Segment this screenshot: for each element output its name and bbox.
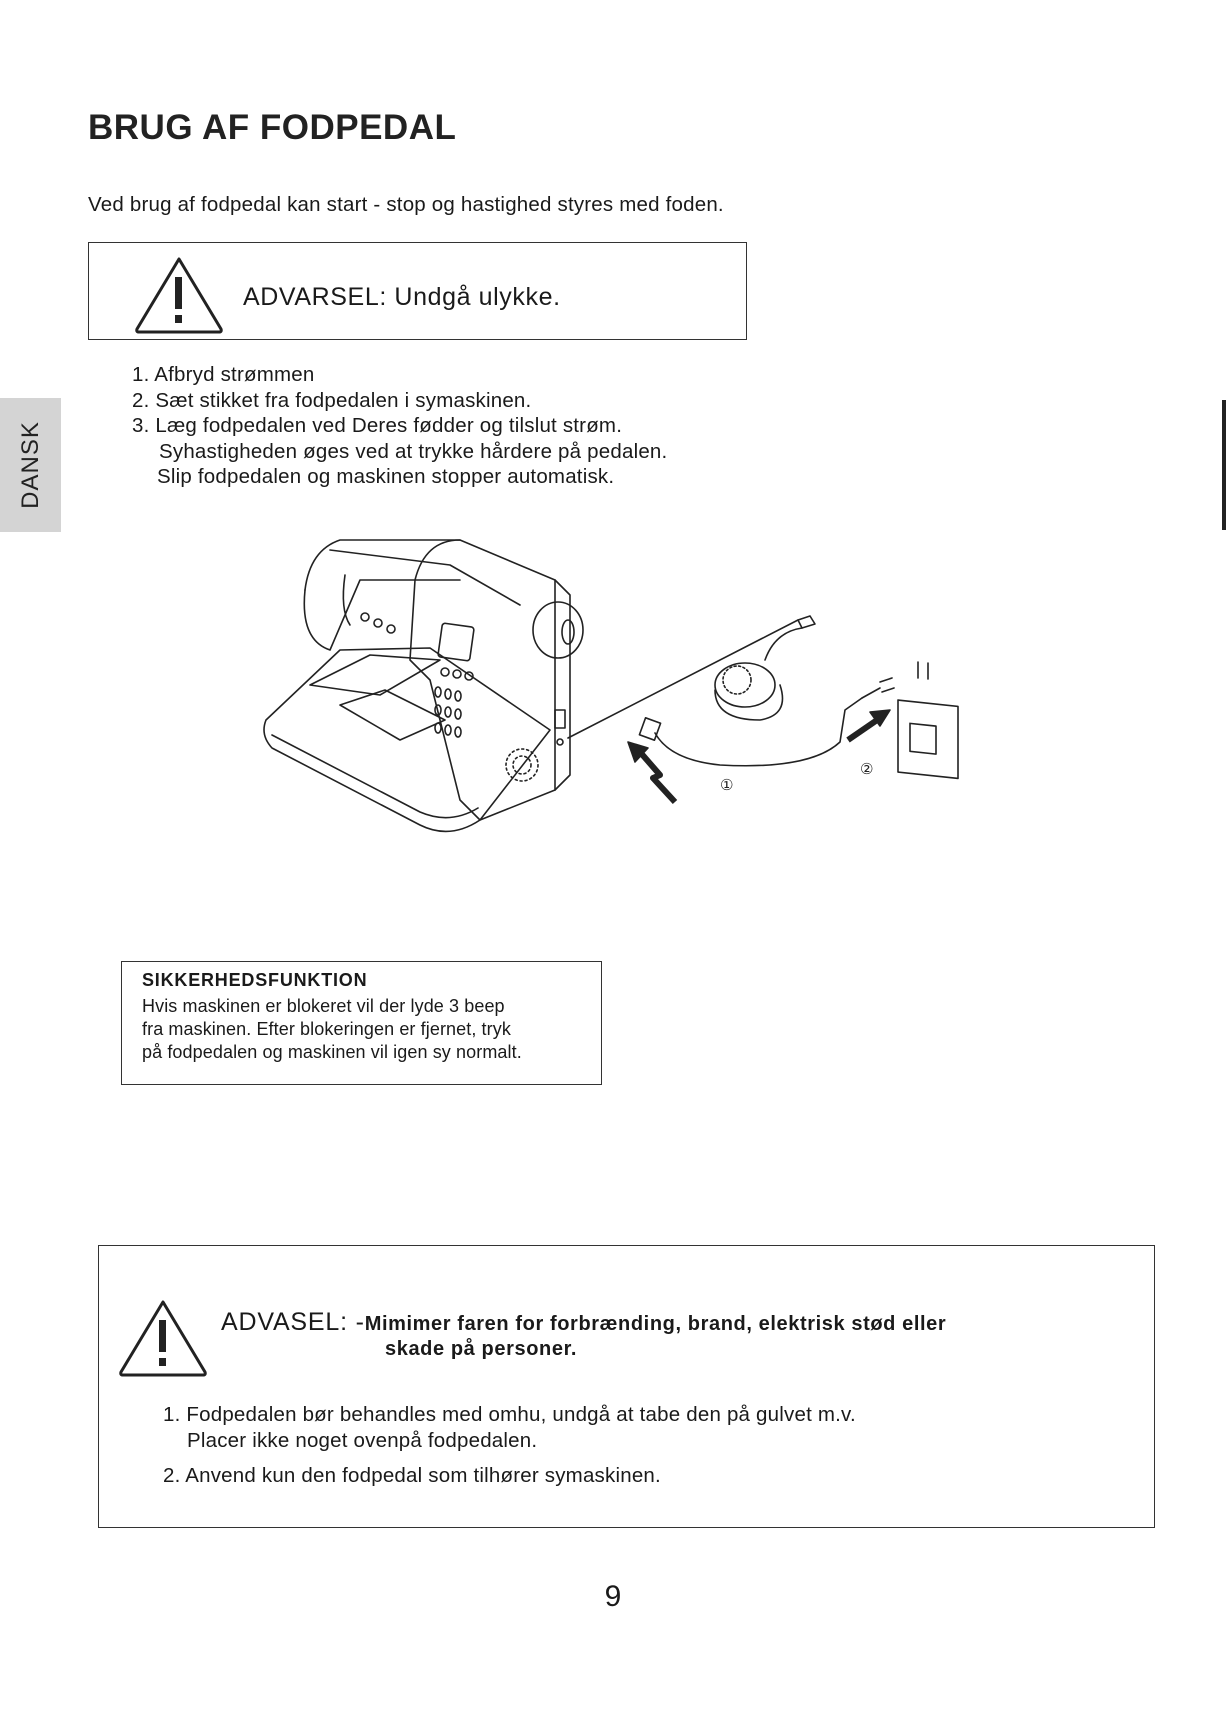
warning-box-hazard [98,1245,1155,1528]
step-item: 3. Læg fodpedalen ved Deres fødder og tilslut strøm. [132,414,623,437]
sewing-machine-foot-pedal-illustration [250,520,990,885]
warning-box-accident [88,242,747,340]
step-continuation: Slip fodpedalen og maskinen stopper automatisk. [157,465,615,488]
side-tab-label: DANSK [16,421,44,509]
step-item: 2. Sæt stikket fra fodpedalen i symaskinen. [132,388,532,412]
language-side-tab [0,398,61,532]
edge-thumb-mark [1222,400,1226,530]
hazard-item-continuation: Placer ikke noget ovenpå fodpedalen. [187,1428,538,1452]
hazard-item: 1. Fodpedalen bør behandles med omhu, undgå at tabe den på gulvet m.v. [163,1403,856,1426]
page-number: 9 [604,1580,622,1613]
safety-function-box [121,961,602,1085]
warning-text: ADVARSEL: Undgå ulykke. [243,283,561,311]
hazard-warning-text-cont: skade på personer. [385,1338,578,1360]
hazard-warning-heading [221,1308,946,1337]
instruction-steps [132,362,667,490]
hazard-warning-text: Mimimer faren for forbrænding, brand, elektrisk stød eller [364,1313,947,1335]
safety-line: fra maskinen. Efter blokeringen er fjernet, tryk [142,1019,511,1039]
page-title: BRUG AF FODPEDAL [88,108,457,147]
marker-two: ② [860,760,874,778]
hazard-warning-label: ADVASEL: - [221,1308,365,1336]
step-item: 1. Afbryd strømmen [132,363,315,386]
hazard-items [163,1402,856,1489]
safety-body [142,995,581,1064]
warning-triangle-icon [133,253,225,342]
warning-triangle-icon [117,1296,209,1385]
foot-pedal-drawing [568,616,958,802]
hazard-item: 2. Anvend kun den fodpedal som tilhører symaskinen. [163,1464,661,1487]
step-continuation: Syhastigheden øges ved at trykke hårdere på pedalen. [159,439,668,463]
marker-one: ① [720,776,734,794]
sewing-machine-drawing [264,540,583,831]
safety-line: på fodpedalen og maskinen vil igen sy normalt. [142,1042,522,1062]
intro-text: Ved brug af fodpedal kan start - stop og hastighed styres med foden. [88,193,724,216]
safety-heading: SIKKERHEDSFUNKTION [142,970,368,990]
safety-line: Hvis maskinen er blokeret vil der lyde 3 beep [142,996,505,1016]
